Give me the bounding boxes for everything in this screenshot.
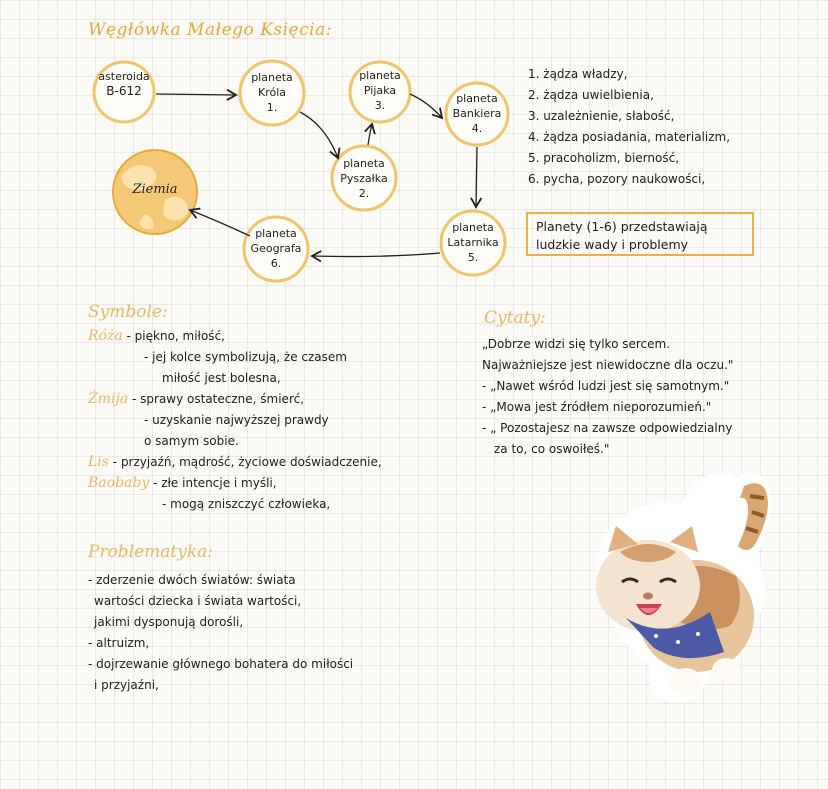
zmija-text-3: o samym sobie. — [144, 434, 239, 448]
arrow-bankier-latarnik — [476, 147, 477, 207]
problem-1-line-2: wartości dziecka i świata wartości, — [94, 594, 302, 608]
zmija-term: Żmija — [88, 391, 129, 407]
arrow-latarnik-geograf — [312, 253, 440, 257]
quote-4-line-1: - „ Pozostajesz na zawsze odpowiedzialny — [482, 421, 733, 435]
quote-4-line-2: za to, co oswoiłeś." — [494, 442, 610, 456]
node-geograf-line3: 6. — [270, 257, 282, 270]
zmija-text-1: - sprawy ostateczne, śmierć, — [132, 392, 305, 406]
planets-summary-box — [526, 212, 754, 256]
problem-3-line-2: i przyjaźni, — [94, 678, 159, 692]
roza-text-1: - piękno, miłość, — [126, 329, 225, 343]
node-bankier-line3: 4. — [471, 122, 483, 135]
baobaby-line — [88, 473, 448, 494]
page-title: Węgłówka Małego Księcia: — [88, 20, 332, 40]
node-krol-line2: Króla — [257, 86, 287, 99]
symbols-section — [88, 326, 448, 515]
roza-line — [88, 326, 448, 347]
node-geograf-line1: planeta — [255, 227, 297, 240]
node-pijak — [344, 68, 416, 113]
roza-term: Róża — [88, 328, 123, 344]
symbols-heading: Symbole: — [88, 302, 168, 322]
baobaby-term: Baobaby — [88, 475, 150, 491]
zmija-line — [88, 389, 448, 410]
node-pijak-line2: Pijaka — [363, 84, 397, 97]
quote-1-line-2: Najważniejsze jest niewidoczne dla oczu." — [482, 358, 734, 372]
problem-2: - altruizm, — [88, 636, 150, 650]
baobaby-text-2: - mogą zniszczyć człowieka, — [162, 497, 331, 511]
problem-1-line-3: jakimi dysponują dorośli, — [94, 615, 244, 629]
node-krol — [236, 70, 308, 115]
node-asteroid — [88, 69, 160, 99]
list-item: 3. uzależnienie, słabość, — [528, 109, 675, 123]
list-item: 1. żądza władzy, — [528, 67, 628, 81]
node-ziemia-label: Ziemia — [132, 182, 178, 197]
list-item: 6. pycha, pozory naukowości, — [528, 172, 706, 186]
node-latarnik-line3: 5. — [467, 251, 479, 264]
cat-sticker-image — [586, 456, 782, 706]
arrow-asteroid-krol — [156, 94, 236, 95]
problem-3-line-1: - dojrzewanie głównego bohatera do miłości — [88, 657, 354, 671]
baobaby-text-1: - złe intencje i myśli, — [153, 476, 277, 490]
node-krol-line3: 1. — [266, 101, 278, 114]
problems-section — [88, 570, 448, 696]
lis-text-1: - przyjaźń, mądrość, życiowe doświadczenie, — [112, 455, 382, 469]
quotes-heading: Cytaty: — [484, 308, 546, 328]
lis-term: Lis — [88, 454, 109, 470]
node-latarnik-line2: Latarnika — [447, 236, 499, 249]
node-latarnik-line1: planeta — [452, 221, 494, 234]
node-pijak-line3: 3. — [374, 99, 386, 112]
roza-text-3: miłość jest bolesna, — [162, 371, 281, 385]
roza-text-2: - jej kolce symbolizują, że czasem — [144, 350, 347, 364]
node-latarnik — [437, 220, 509, 265]
lis-line — [88, 452, 448, 473]
list-item: 2. żądza uwielbienia, — [528, 88, 654, 102]
node-pyszalek — [328, 156, 400, 201]
list-item: 4. żądza posiadania, materializm, — [528, 130, 731, 144]
node-krol-line1: planeta — [251, 71, 293, 84]
node-asteroid-line1: asteroida — [98, 70, 150, 83]
planet-vices-list — [528, 64, 730, 190]
quote-3: - „Mowa jest źródłem nieporozumień." — [482, 400, 712, 414]
node-pyszalek-line1: planeta — [343, 157, 385, 170]
list-item: 5. pracoholizm, bierność, — [528, 151, 680, 165]
summary-line2: ludzkie wady i problemy — [536, 237, 689, 252]
node-pyszalek-line2: Pyszałka — [340, 172, 388, 185]
node-geograf-line2: Geografa — [250, 242, 302, 255]
node-geograf — [240, 226, 312, 271]
zmija-text-2: - uzyskanie najwyższej prawdy — [144, 413, 329, 427]
arrow-krol-pyszalek — [300, 112, 338, 158]
quotes-section — [482, 334, 812, 460]
node-bankier — [441, 91, 513, 136]
arrow-pyszalek-pijak — [368, 124, 372, 145]
quote-2: - „Nawet wśród ludzi jest się samotnym." — [482, 379, 730, 393]
node-bankier-line1: planeta — [456, 92, 498, 105]
problem-1-line-1: - zderzenie dwóch światów: świata — [88, 573, 296, 587]
problems-heading: Problematyka: — [88, 542, 214, 562]
node-bankier-line2: Bankiera — [452, 107, 502, 120]
quote-1-line-1: „Dobrze widzi się tylko sercem. — [482, 337, 671, 351]
node-pyszalek-line3: 2. — [358, 187, 370, 200]
summary-line1: Planety (1-6) przedstawiają — [536, 219, 708, 234]
node-asteroid-line2: B-612 — [106, 84, 142, 98]
node-pijak-line1: planeta — [359, 69, 401, 82]
